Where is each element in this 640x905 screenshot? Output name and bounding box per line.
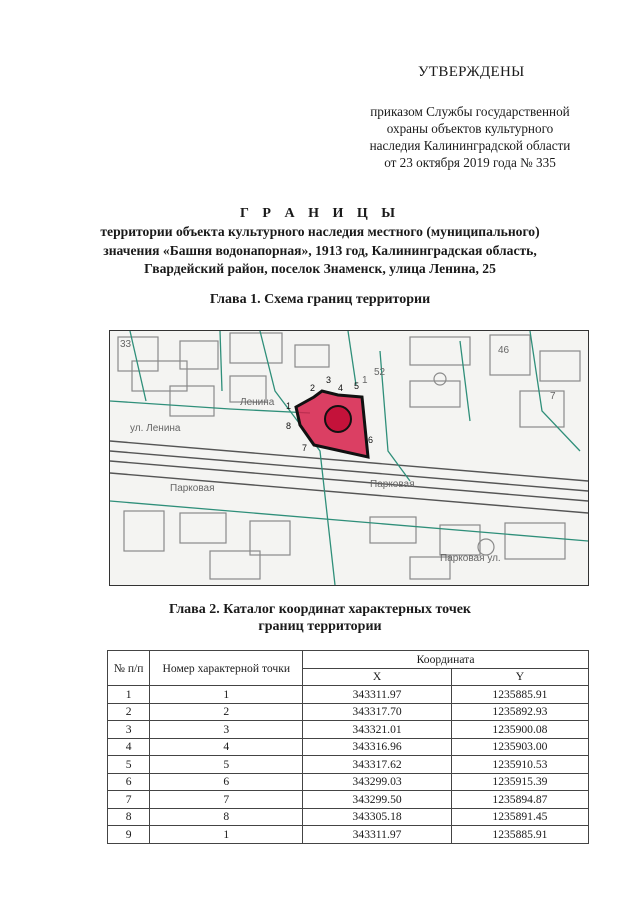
approved-label: УТВЕРЖДЕНЫ	[418, 64, 525, 80]
map-house-number: 7	[550, 391, 556, 402]
order-reference	[330, 103, 610, 171]
map-symbol	[434, 373, 446, 385]
tower-marker	[325, 406, 351, 432]
cell-y: 1235891.45	[451, 808, 588, 826]
map-drawing	[110, 331, 588, 585]
table-row	[108, 808, 589, 826]
map-street-label: Парковая	[370, 479, 415, 490]
cell-point: 7	[150, 791, 303, 809]
cell-point: 5	[150, 756, 303, 774]
chapter-1-heading: Глава 1. Схема границ территории	[209, 292, 431, 307]
cell-point: 1	[150, 826, 303, 844]
coordinates-table	[107, 650, 589, 844]
cell-num: 9	[108, 826, 150, 844]
cell-y: 1235885.91	[451, 826, 588, 844]
cell-y: 1235915.39	[451, 773, 588, 791]
parcel-outline	[505, 523, 565, 559]
table-row	[108, 826, 589, 844]
header-point: Номер характерной точки	[150, 651, 303, 686]
point-label: 2	[310, 383, 316, 393]
point-label: 3	[326, 375, 332, 385]
cell-y: 1235903.00	[451, 738, 588, 756]
cell-point: 8	[150, 808, 303, 826]
map-house-number: 1	[362, 375, 368, 386]
cadastral-line	[260, 331, 335, 585]
order-line: наследия Калининградской области	[369, 138, 571, 153]
table-row	[108, 791, 589, 809]
cell-y: 1235894.87	[451, 791, 588, 809]
map-house-number: 33	[120, 339, 132, 350]
cell-num: 8	[108, 808, 150, 826]
header-x: X	[303, 668, 452, 686]
boundary-map	[109, 330, 589, 586]
chapter-2-heading	[0, 601, 640, 635]
point-label: 5	[354, 381, 360, 391]
title-word: Г Р А Н И Ц Ы	[240, 206, 400, 221]
parcel-outline	[490, 335, 530, 375]
parcel-outline	[370, 517, 416, 543]
point-label: 8	[286, 421, 292, 431]
table-row	[108, 721, 589, 739]
parcel-outline	[180, 341, 218, 369]
map-house-number: 46	[498, 345, 510, 356]
chapter-2-line: Глава 2. Каталог координат характерных точек	[169, 602, 471, 617]
cadastral-line	[348, 331, 356, 385]
cell-y: 1235900.08	[451, 721, 588, 739]
parcel-outline	[230, 333, 282, 363]
cell-x: 343317.70	[303, 703, 452, 721]
header-num: № п/п	[108, 651, 150, 686]
title-line: территории объекта культурного наследия местного (муниципального)	[100, 224, 540, 239]
header-y: Y	[451, 668, 588, 686]
cell-point: 3	[150, 721, 303, 739]
cell-y: 1235910.53	[451, 756, 588, 774]
parcel-outline	[410, 381, 460, 407]
header-coord: Координата	[303, 651, 589, 669]
cell-x: 343316.96	[303, 738, 452, 756]
cell-x: 343317.62	[303, 756, 452, 774]
table-row	[108, 738, 589, 756]
table-row	[108, 703, 589, 721]
table-row	[108, 756, 589, 774]
cadastral-line	[220, 331, 222, 391]
map-street-label: Парковая	[170, 483, 215, 494]
cell-point: 1	[150, 686, 303, 704]
point-label: 1	[286, 401, 292, 411]
title-line: значения «Башня водонапорная», 1913 год, Калининградская область,	[103, 242, 537, 258]
cell-point: 6	[150, 773, 303, 791]
order-line: приказом Службы государственной	[370, 104, 570, 119]
document-title	[50, 205, 590, 279]
parcel-outline	[540, 351, 580, 381]
cell-num: 7	[108, 791, 150, 809]
table-body	[108, 686, 589, 844]
point-label: 7	[302, 443, 308, 453]
cell-point: 4	[150, 738, 303, 756]
cell-x: 343311.97	[303, 826, 452, 844]
cell-x: 343321.01	[303, 721, 452, 739]
railway-line	[110, 461, 588, 501]
map-house-number: 52	[374, 367, 386, 378]
cell-num: 5	[108, 756, 150, 774]
cell-x: 343305.18	[303, 808, 452, 826]
cell-x: 343311.97	[303, 686, 452, 704]
order-line: охраны объектов культурного	[386, 121, 554, 136]
parcel-outline	[250, 521, 290, 555]
title-line: Гвардейский район, поселок Знаменск, улица Ленина, 25	[144, 261, 496, 276]
cell-num: 3	[108, 721, 150, 739]
parcel-outline	[124, 511, 164, 551]
table-row	[108, 686, 589, 704]
parcel-outline	[180, 513, 226, 543]
cell-x: 343299.50	[303, 791, 452, 809]
map-street-label: Парковая ул.	[440, 553, 501, 564]
parcel-outline	[295, 345, 329, 367]
cell-y: 1235892.93	[451, 703, 588, 721]
chapter-2-line: границ территории	[258, 619, 382, 634]
cell-y: 1235885.91	[451, 686, 588, 704]
map-street-label: Ленина	[240, 397, 275, 408]
cell-num: 4	[108, 738, 150, 756]
cadastral-line	[460, 341, 470, 421]
map-street-label: ул. Ленина	[130, 423, 181, 434]
cell-num: 1	[108, 686, 150, 704]
cell-point: 2	[150, 703, 303, 721]
table-row	[108, 773, 589, 791]
cell-num: 6	[108, 773, 150, 791]
cadastral-line	[110, 401, 310, 413]
point-label: 4	[338, 383, 344, 393]
point-label: 6	[368, 435, 374, 445]
cell-x: 343299.03	[303, 773, 452, 791]
cell-num: 2	[108, 703, 150, 721]
order-line: от 23 октября 2019 года № 335	[384, 155, 556, 170]
